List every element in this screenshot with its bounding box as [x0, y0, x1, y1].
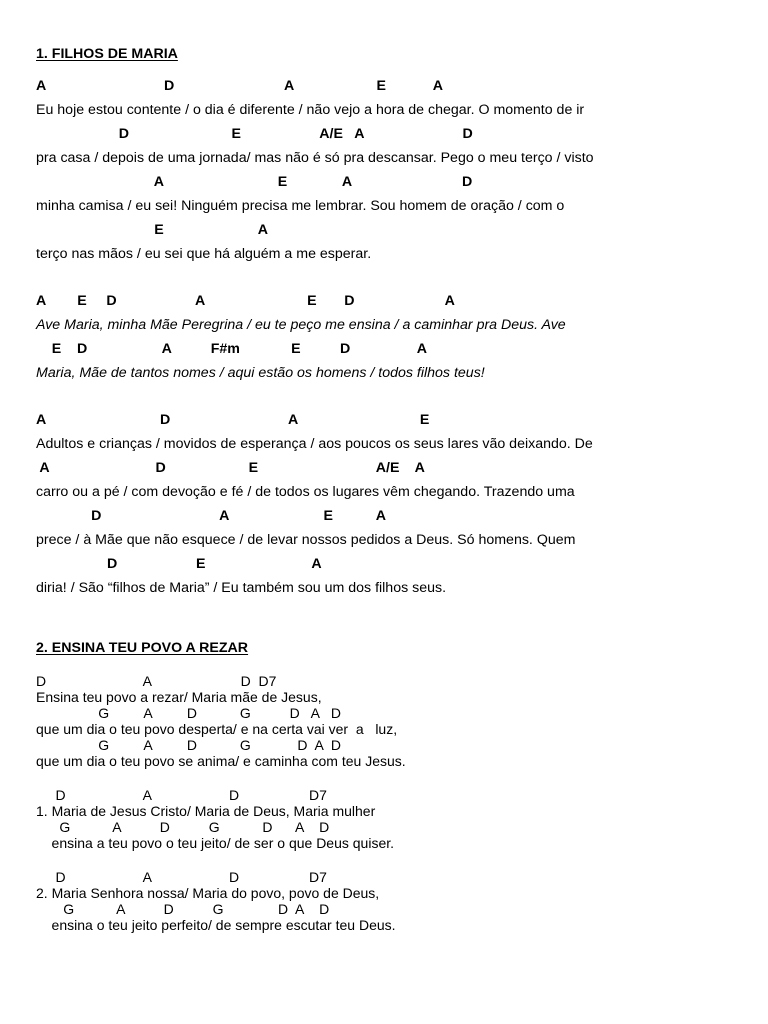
- chord-line: G A D G D A D: [36, 819, 330, 835]
- lyric-line: diria! / São “filhos de Maria” / Eu também sou um dos filhos seus.: [36, 580, 447, 596]
- chord-line: D A D D7: [36, 787, 327, 803]
- chord-line: G A D G D A D: [36, 737, 341, 753]
- lyric-line: ensina o teu jeito perfeito/ de sempre escutar teu Deus.: [36, 917, 396, 933]
- chord-line: A E A D: [36, 174, 473, 190]
- lyric-line: 1. Maria de Jesus Cristo/ Maria de Deus, Maria mulher: [36, 803, 376, 819]
- lyric-line: que um dia o teu povo desperta/ e na certa vai ver a luz,: [36, 721, 398, 737]
- lyric-line: pra casa / depois de uma jornada/ mas não é só pra descansar. Pego o meu terço / visto: [36, 150, 594, 166]
- lyric-line: carro ou a pé / com devoção e fé / de todos os lugares vêm chegando. Trazendo uma: [36, 484, 575, 500]
- chord-line: G A D G D A D: [36, 901, 330, 917]
- chord-line: D A D D7: [36, 673, 277, 689]
- song2-title: 2. ENSINA TEU POVO A REZAR: [36, 640, 249, 656]
- lyric-line: prece / à Mãe que não esquece / de levar nossos pedidos a Deus. Só homens. Quem: [36, 532, 576, 548]
- chord-line: A D A E A: [36, 78, 444, 94]
- lyric-line: Eu hoje estou contente / o dia é diferente / não vejo a hora de chegar. O momento de ir: [36, 102, 585, 118]
- chorus-lyric-line: Maria, Mãe de tantos nomes / aqui estão os homens / todos filhos teus!: [36, 365, 485, 381]
- chord-line: E A: [36, 222, 269, 238]
- song1-title: 1. FILHOS DE MARIA: [36, 46, 178, 62]
- chord-line: D E A: [36, 556, 322, 572]
- lyric-line: ensina a teu povo o teu jeito/ de ser o que Deus quiser.: [36, 835, 395, 851]
- chord-line: A E D A E D A: [36, 293, 455, 309]
- chord-line: D E A/E A D: [36, 126, 473, 142]
- chord-line: A D E A/E A: [36, 460, 425, 476]
- chord-line: D A E A: [36, 508, 387, 524]
- lyric-line: 2. Maria Senhora nossa/ Maria do povo, povo de Deus,: [36, 885, 380, 901]
- lyric-line: terço nas mãos / eu sei que há alguém a me esperar.: [36, 246, 372, 262]
- lyric-line: que um dia o teu povo se anima/ e caminha com teu Jesus.: [36, 753, 406, 769]
- chorus-lyric-line: Ave Maria, minha Mãe Peregrina / eu te peço me ensina / a caminhar pra Deus. Ave: [36, 317, 566, 333]
- chord-line: E D A F#m E D A: [36, 341, 428, 357]
- lyric-line: minha camisa / eu sei! Ninguém precisa me lembrar. Sou homem de oração / com o: [36, 198, 565, 214]
- chord-line: A D A E: [36, 412, 430, 428]
- chord-line: D A D D7: [36, 869, 327, 885]
- lyric-line: Adultos e crianças / movidos de esperança / aos poucos os seus lares vão deixando. De: [36, 436, 593, 452]
- chord-line: G A D G D A D: [36, 705, 341, 721]
- lyric-line: Ensina teu povo a rezar/ Maria mãe de Jesus,: [36, 689, 322, 705]
